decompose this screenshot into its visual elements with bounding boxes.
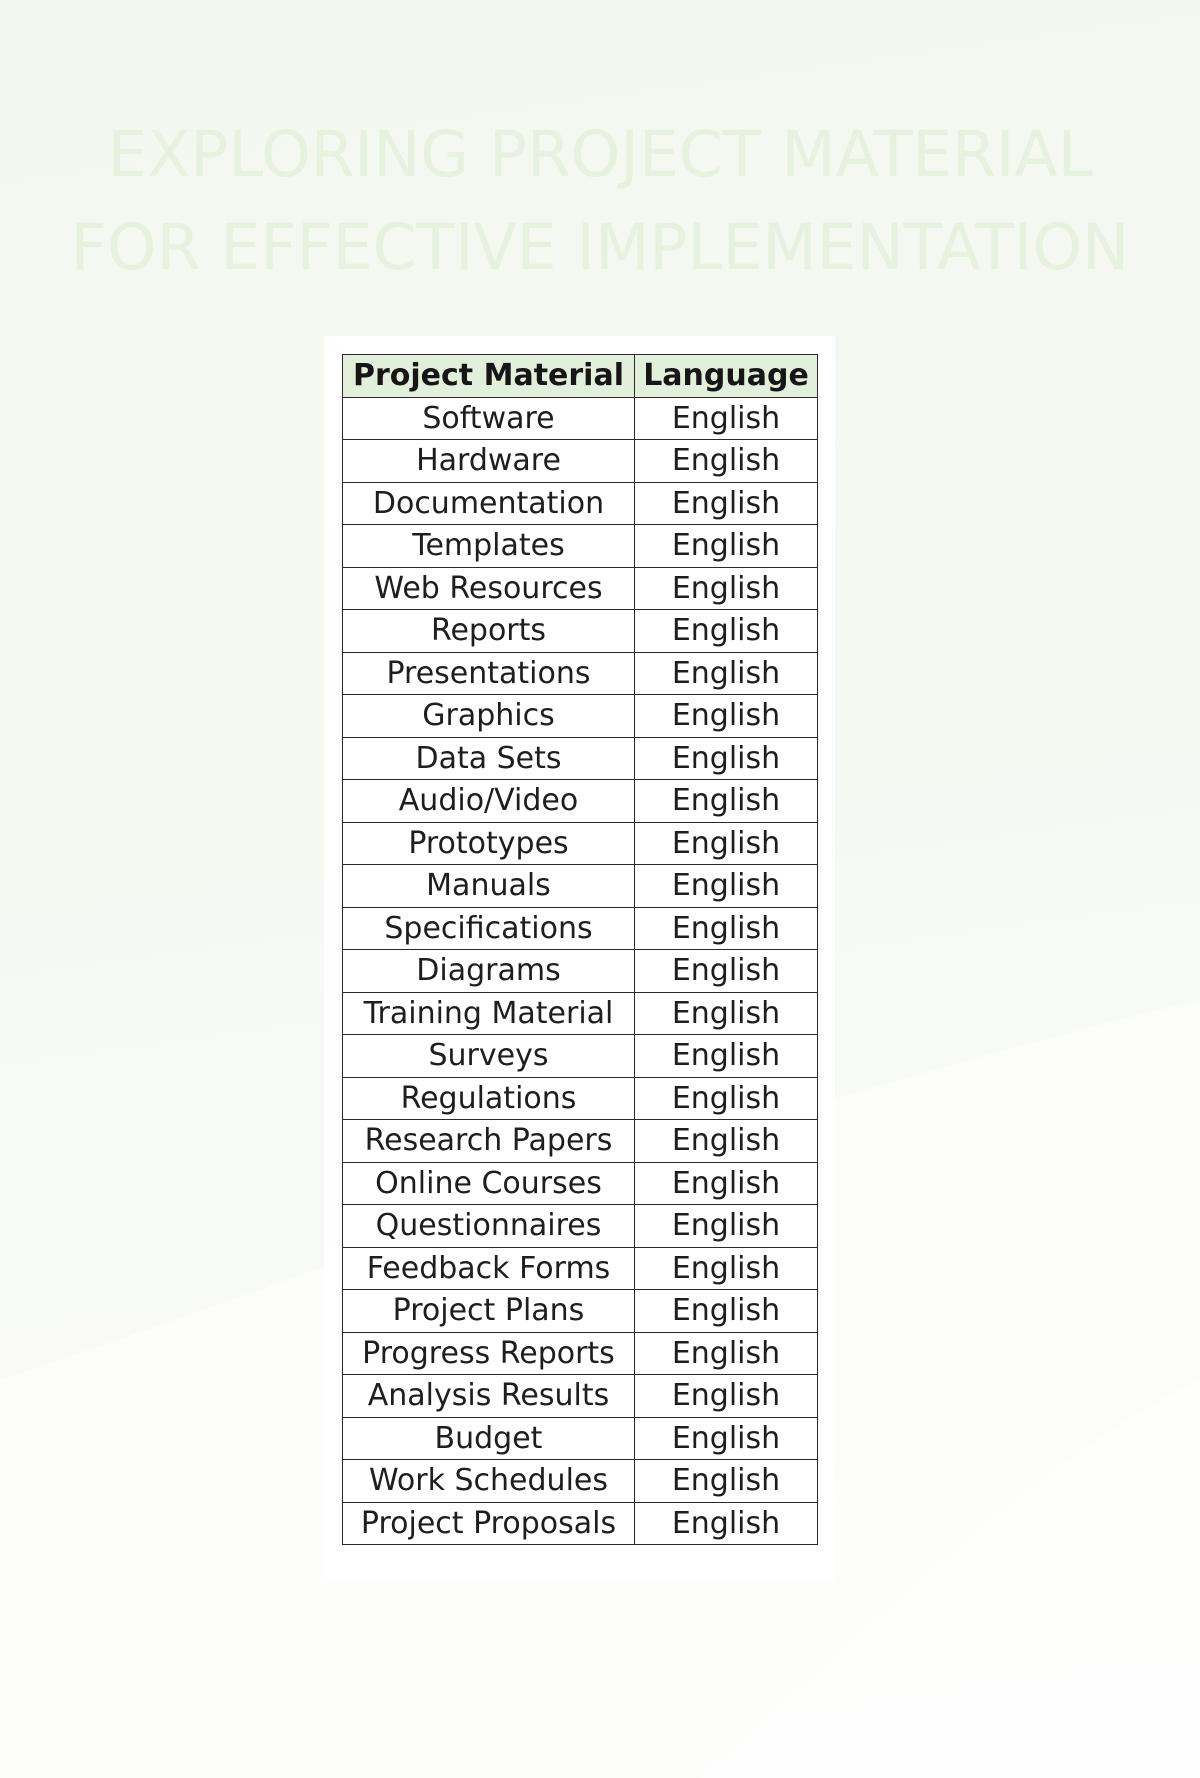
cell-project-material: Training Material xyxy=(343,992,635,1035)
cell-project-material: Project Proposals xyxy=(343,1502,635,1545)
cell-project-material: Data Sets xyxy=(343,737,635,780)
cell-project-material: Presentations xyxy=(343,652,635,695)
cell-language: English xyxy=(635,950,818,993)
table-row xyxy=(343,907,818,950)
cell-project-material: Questionnaires xyxy=(343,1205,635,1248)
cell-language: English xyxy=(635,865,818,908)
table-row xyxy=(343,1247,818,1290)
cell-language: English xyxy=(635,1120,818,1163)
cell-project-material: Graphics xyxy=(343,695,635,738)
table-row xyxy=(343,950,818,993)
cell-language: English xyxy=(635,822,818,865)
table-row xyxy=(343,1077,818,1120)
cell-project-material: Audio/Video xyxy=(343,780,635,823)
cell-language: English xyxy=(635,1035,818,1078)
cell-project-material: Diagrams xyxy=(343,950,635,993)
header-language: Language xyxy=(635,355,818,398)
table-row xyxy=(343,525,818,568)
cell-language: English xyxy=(635,1290,818,1333)
cell-project-material: Manuals xyxy=(343,865,635,908)
cell-project-material: Web Resources xyxy=(343,567,635,610)
table-row xyxy=(343,1375,818,1418)
table-row xyxy=(343,992,818,1035)
header-project-material: Project Material xyxy=(343,355,635,398)
cell-language: English xyxy=(635,695,818,738)
page-title xyxy=(0,108,1200,294)
cell-language: English xyxy=(635,992,818,1035)
cell-language: English xyxy=(635,737,818,780)
cell-project-material: Regulations xyxy=(343,1077,635,1120)
cell-project-material: Progress Reports xyxy=(343,1332,635,1375)
table-row xyxy=(343,652,818,695)
table-row xyxy=(343,440,818,483)
cell-language: English xyxy=(635,1077,818,1120)
cell-language: English xyxy=(635,1205,818,1248)
cell-language: English xyxy=(635,652,818,695)
table-row xyxy=(343,567,818,610)
cell-language: English xyxy=(635,567,818,610)
cell-project-material: Analysis Results xyxy=(343,1375,635,1418)
cell-language: English xyxy=(635,397,818,440)
cell-project-material: Hardware xyxy=(343,440,635,483)
cell-project-material: Templates xyxy=(343,525,635,568)
cell-project-material: Software xyxy=(343,397,635,440)
table-row xyxy=(343,695,818,738)
cell-language: English xyxy=(635,440,818,483)
cell-project-material: Research Papers xyxy=(343,1120,635,1163)
table-row xyxy=(343,865,818,908)
table-row xyxy=(343,780,818,823)
table-row xyxy=(343,822,818,865)
cell-project-material: Feedback Forms xyxy=(343,1247,635,1290)
table-row xyxy=(343,1460,818,1503)
cell-project-material: Specifications xyxy=(343,907,635,950)
table-row xyxy=(343,1290,818,1333)
cell-language: English xyxy=(635,780,818,823)
cell-language: English xyxy=(635,1502,818,1545)
cell-project-material: Prototypes xyxy=(343,822,635,865)
cell-project-material: Work Schedules xyxy=(343,1460,635,1503)
table-row xyxy=(343,1417,818,1460)
cell-project-material: Budget xyxy=(343,1417,635,1460)
cell-language: English xyxy=(635,525,818,568)
cell-project-material: Surveys xyxy=(343,1035,635,1078)
cell-language: English xyxy=(635,1162,818,1205)
cell-project-material: Online Courses xyxy=(343,1162,635,1205)
cell-language: English xyxy=(635,1332,818,1375)
table-row xyxy=(343,397,818,440)
cell-project-material: Documentation xyxy=(343,482,635,525)
table-row xyxy=(343,737,818,780)
table-row xyxy=(343,482,818,525)
cell-language: English xyxy=(635,907,818,950)
table-row xyxy=(343,1035,818,1078)
table-row xyxy=(343,610,818,653)
table-row xyxy=(343,1205,818,1248)
cell-language: English xyxy=(635,1460,818,1503)
cell-language: English xyxy=(635,482,818,525)
table-row xyxy=(343,1332,818,1375)
cell-language: English xyxy=(635,1247,818,1290)
table-header-row xyxy=(343,355,818,398)
cell-language: English xyxy=(635,610,818,653)
table-body xyxy=(343,397,818,1545)
cell-language: English xyxy=(635,1375,818,1418)
page-title-line-2: FOR EFFECTIVE IMPLEMENTATION xyxy=(70,211,1130,284)
materials-table xyxy=(342,354,818,1545)
cell-language: English xyxy=(635,1417,818,1460)
table-row xyxy=(343,1502,818,1545)
table-row xyxy=(343,1120,818,1163)
page-title-line-1: EXPLORING PROJECT MATERIAL xyxy=(107,118,1093,191)
table-row xyxy=(343,1162,818,1205)
cell-project-material: Reports xyxy=(343,610,635,653)
cell-project-material: Project Plans xyxy=(343,1290,635,1333)
